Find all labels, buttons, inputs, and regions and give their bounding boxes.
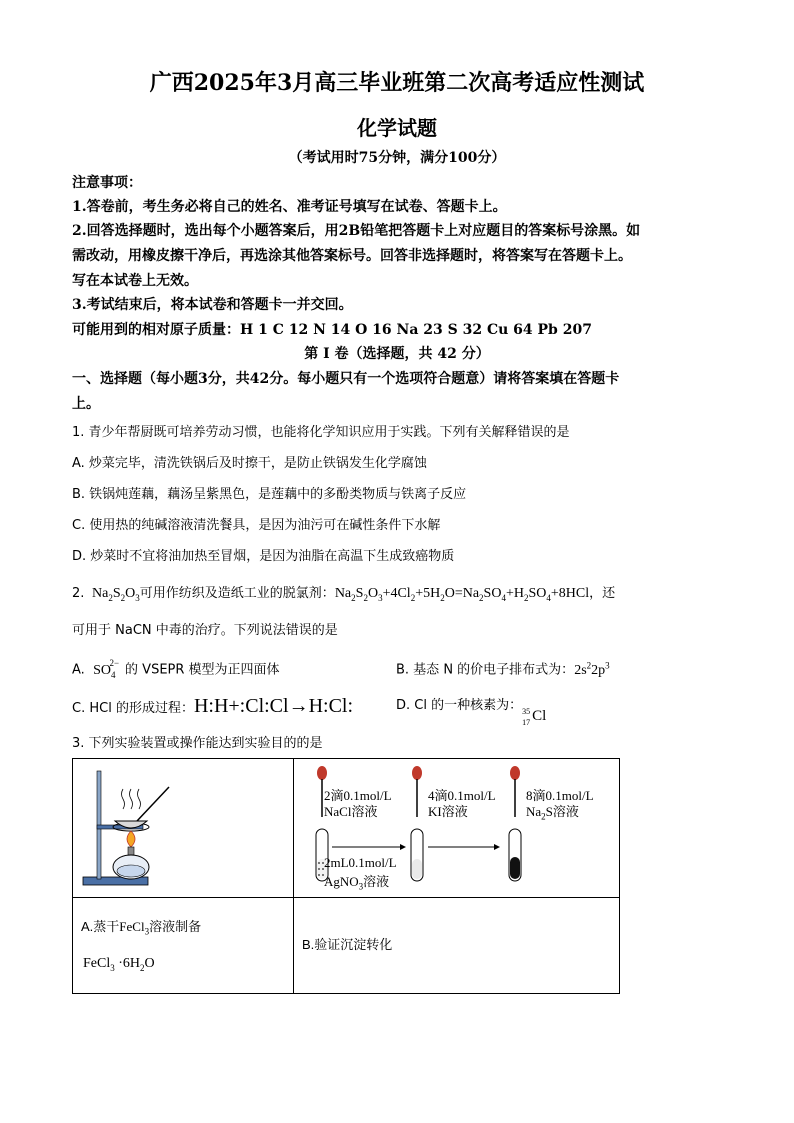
q3-experiment-table [72, 758, 620, 994]
q2-stem-line1: 2. $Na_2S_2O_3$可用作纺织及造纸工业的脱氯剂：$Na_2S_2O_3+4Cl_2+5H_2O=Na_2SO_4+H_2SO_4+8HCl$，还 [72, 586, 616, 603]
tube-1-solution: AgNO$_3$溶液 [324, 874, 390, 892]
q2-option-c: C. HCl 的形成过程：H:H+:Cl:Cl→H:Cl: [72, 695, 354, 717]
tube-1-volume: 2mL0.1mol/L [324, 855, 397, 870]
section-intro-b: 上。 [72, 396, 100, 412]
note-2b: 需改动，用橡皮擦干净后，再选涂其他答案标号。回答非选择题时，将答案写在答题卡上。 [72, 248, 632, 264]
option-b-label: B.验证沉淀转化 [302, 937, 393, 952]
option-a-label: A.蒸干FeCl$_3$溶液制备 [81, 919, 202, 937]
note-2a: 2.回答选择题时，选出每个小题答案后，用2B铅笔把答题卡上对应题目的答案标号涂黑。如 [72, 223, 641, 239]
section-intro-a: 一、选择题（每小题3分，共42分。每小题只有一个选项符合题意）请将答案填在答题卡 [72, 371, 620, 387]
dropper-1-solution: NaCl溶液 [324, 804, 378, 819]
evaporation-apparatus-cell [73, 759, 294, 898]
notes-heading: 注意事项： [72, 175, 142, 191]
time-note: （考试用时75分钟，满分100分） [288, 150, 506, 166]
note-2c: 写在本试卷上无效。 [72, 273, 198, 289]
q2-stem-b: ，还 [589, 586, 616, 601]
q3-stem: 3. 下列实验装置或操作能达到实验目的的是 [72, 736, 323, 751]
hcl-formation-formula: H:H+:Cl:Cl→H:Cl: [193, 695, 354, 717]
q2-stem-line2: 可用于 NaCN 中毒的治疗。下列说法错误的是 [72, 623, 338, 638]
subject-title: 化学试题 [357, 116, 437, 140]
q1-option-a: A. 炒菜完毕，清洗铁锅后及时擦干，是防止铁锅发生化学腐蚀 [72, 456, 427, 471]
dropper-1-label: 2滴0.1mol/L [324, 788, 392, 803]
q2-option-a: A. $SO_4^{2-}$ 的 VSEPR 模型为正四面体 [72, 658, 280, 680]
option-a-cell [73, 898, 294, 994]
note-1: 1.答卷前，考生务必将自己的姓名、准考证号填写在试卷、答题卡上。 [72, 199, 507, 215]
q2-option-d: D. Cl 的一种核素为： 35 17 Cl [396, 698, 547, 727]
dropper-2-label: 4滴0.1mol/L [428, 788, 496, 803]
dropper-3-solution: $Na_2S$溶液 [526, 804, 579, 822]
q1-option-d: D. 炒菜时不宜将油加热至冒烟，是因为油脂在高温下生成致癌物质 [72, 549, 455, 564]
atomic-masses: 可能用到的相对原子质量：H 1 C 12 N 14 O 16 Na 23 S 32 Cu 64 Pb 207 [72, 322, 592, 338]
q2-option-b: B. 基态 N 的价电子排布式为：$2s^22p^3$ [396, 660, 610, 678]
note-3: 3.考试结束后，将本试卷和答题卡一并交回。 [72, 297, 353, 313]
evaporation-apparatus-drawing [73, 759, 293, 893]
q1-option-c: C. 使用热的纯碱溶液清洗餐具，是因为油污可在碱性条件下水解 [72, 518, 441, 533]
exam-title: 广西2025年3月高三毕业班第二次高考适应性测试 [149, 70, 645, 96]
part-heading: 第 I 卷（选择题，共 42 分） [304, 346, 490, 362]
dropper-3-label: 8滴0.1mol/L [526, 788, 594, 803]
option-a-product: FeCl$_3$ $\cdot 6H_2O$ [83, 956, 155, 973]
q1-option-b: B. 铁锅炖莲藕，藕汤呈紫黑色，是莲藕中的多酚类物质与铁离子反应 [72, 487, 467, 502]
option-b-cell [294, 898, 620, 994]
q2-number: 2. [72, 586, 85, 601]
precipitate-conversion-cell [294, 759, 620, 898]
dropper-2-solution: KI溶液 [428, 804, 468, 819]
q2-stem-a: 可用作纺织及造纸工业的脱氯剂： [139, 586, 335, 601]
q1-stem: 1. 青少年帮厨既可培养劳动习惯，也能将化学知识应用于实践。下列有关解释错误的是 [72, 425, 570, 440]
